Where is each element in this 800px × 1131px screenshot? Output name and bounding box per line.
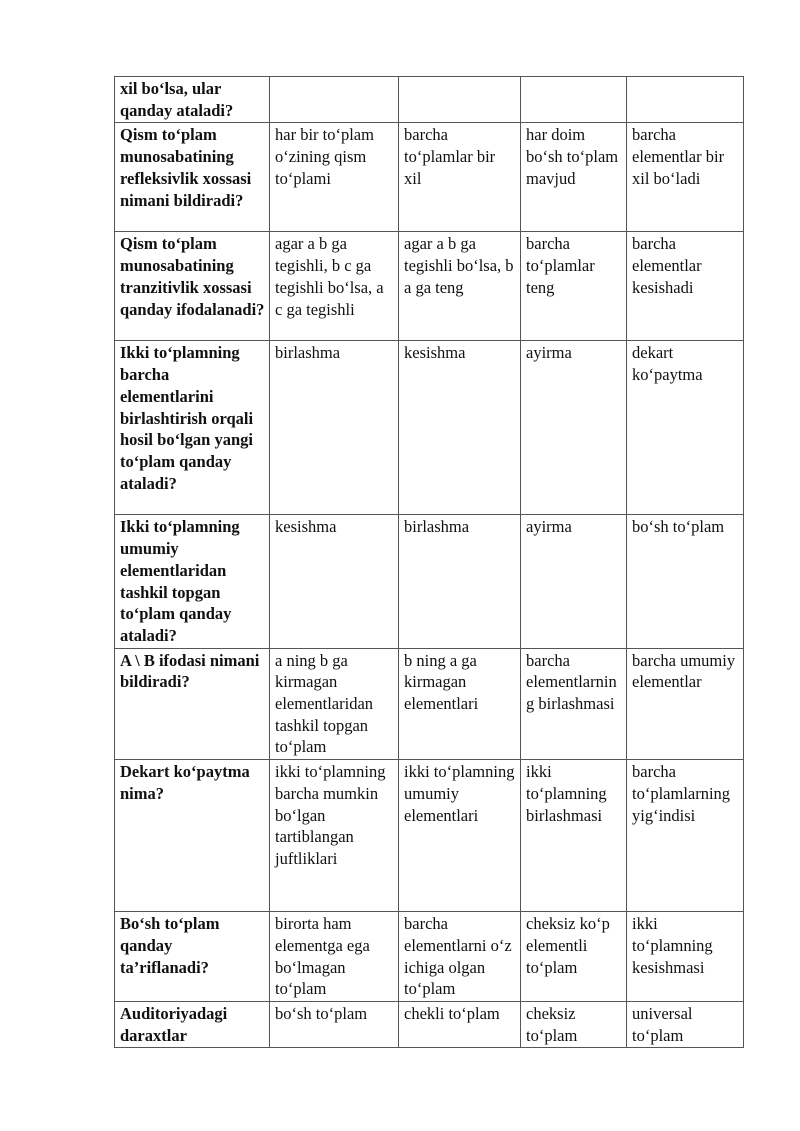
table-row [115, 1001, 744, 1047]
option-cell: har doim bo‘sh to‘plam mavjud [521, 123, 627, 232]
option-cell: ikki to‘plamning umumiy elementlari [399, 760, 521, 912]
option-cell: universal to‘plam [627, 1001, 744, 1047]
question-cell: Ikki to‘plamning barcha elementlarini birlashtirish orqali hosil bo‘lgan yangi to‘plam qanday ataladi? [115, 341, 270, 515]
option-cell: ayirma [521, 515, 627, 648]
option-cell [270, 77, 399, 123]
option-cell: agar a b ga tegishli, b c ga tegishli bo‘lsa, a c ga tegishli [270, 232, 399, 341]
option-cell: b ning a ga kirmagan elementlari [399, 648, 521, 760]
option-cell: barcha to‘plamlar bir xil [399, 123, 521, 232]
question-cell: Auditoriyadagi daraxtlar [115, 1001, 270, 1047]
question-cell: A \ B ifodasi nimani bildiradi? [115, 648, 270, 760]
table-row [115, 760, 744, 912]
question-cell: Ikki to‘plamning umumiy elementlaridan tashkil topgan to‘plam qanday ataladi? [115, 515, 270, 648]
option-cell: agar a b ga tegishli bo‘lsa, b a ga teng [399, 232, 521, 341]
option-cell: barcha umumiy elementlar [627, 648, 744, 760]
option-cell: ikki to‘plamning barcha mumkin bo‘lgan tartiblangan juftliklari [270, 760, 399, 912]
option-cell: barcha elementlarning birlashmasi [521, 648, 627, 760]
option-cell: kesishma [399, 341, 521, 515]
option-cell: birlashma [399, 515, 521, 648]
table-row [115, 77, 744, 123]
option-cell: bo‘sh to‘plam [627, 515, 744, 648]
table-row [115, 232, 744, 341]
question-cell: Bo‘sh to‘plam qanday ta’riflanadi? [115, 912, 270, 1002]
option-cell: ayirma [521, 341, 627, 515]
option-cell: birlashma [270, 341, 399, 515]
table-row [115, 123, 744, 232]
table-row [115, 341, 744, 515]
question-cell: Qism to‘plam munosabatining tranzitivlik xossasi qanday ifodalanadi? [115, 232, 270, 341]
option-cell: kesishma [270, 515, 399, 648]
option-cell: cheksiz to‘plam [521, 1001, 627, 1047]
option-cell [521, 77, 627, 123]
option-cell: chekli to‘plam [399, 1001, 521, 1047]
quiz-table [114, 76, 744, 1048]
table-row [115, 515, 744, 648]
table-row [115, 648, 744, 760]
option-cell: barcha elementlarni o‘z ichiga olgan to‘plam [399, 912, 521, 1002]
option-cell: har bir to‘plam o‘zining qism to‘plami [270, 123, 399, 232]
option-cell: ikki to‘plamning birlashmasi [521, 760, 627, 912]
option-cell: barcha elementlar bir xil bo‘ladi [627, 123, 744, 232]
option-cell: a ning b ga kirmagan elementlaridan tashkil topgan to‘plam [270, 648, 399, 760]
option-cell: dekart ko‘paytma [627, 341, 744, 515]
option-cell: cheksiz ko‘p elementli to‘plam [521, 912, 627, 1002]
table-row [115, 912, 744, 1002]
option-cell: ikki to‘plamning kesishmasi [627, 912, 744, 1002]
option-cell: barcha elementlar kesishadi [627, 232, 744, 341]
option-cell [627, 77, 744, 123]
question-cell: xil bo‘lsa, ular qanday ataladi? [115, 77, 270, 123]
option-cell: barcha to‘plamlarning yig‘indisi [627, 760, 744, 912]
option-cell [399, 77, 521, 123]
question-cell: Qism to‘plam munosabatining refleksivlik xossasi nimani bildiradi? [115, 123, 270, 232]
question-cell: Dekart ko‘paytma nima? [115, 760, 270, 912]
option-cell: bo‘sh to‘plam [270, 1001, 399, 1047]
option-cell: barcha to‘plamlar teng [521, 232, 627, 341]
option-cell: birorta ham elementga ega bo‘lmagan to‘plam [270, 912, 399, 1002]
